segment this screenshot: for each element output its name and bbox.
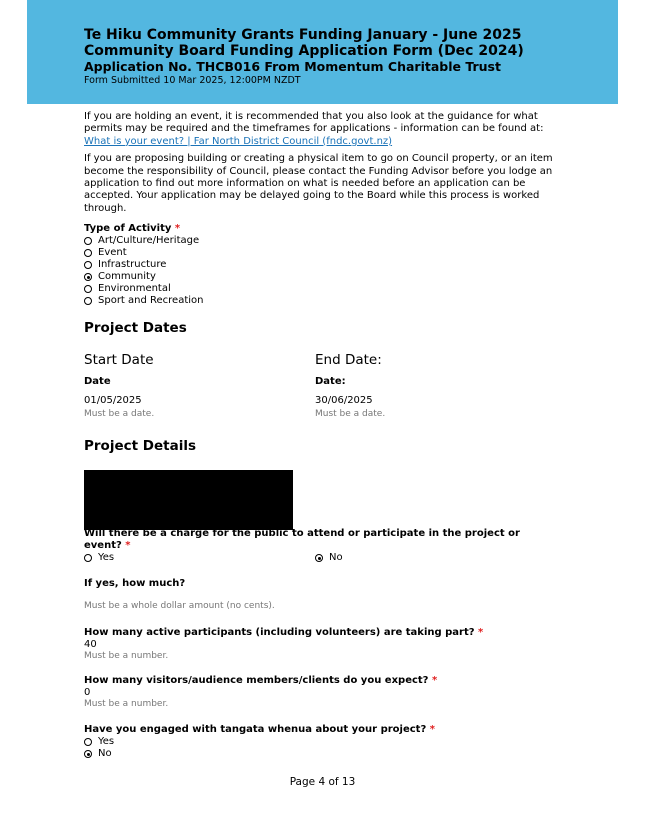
tangata-yes-label: Yes: [98, 736, 115, 747]
activity-option[interactable]: [84, 247, 384, 259]
participants-hint: Must be a number.: [84, 651, 169, 661]
activity-option-label: Infrastructure: [98, 259, 167, 270]
end-date-heading: End Date:: [315, 352, 382, 368]
end-date-value[interactable]: 30/06/2025: [315, 395, 373, 406]
intro-text: [84, 111, 554, 215]
radio-checked-icon[interactable]: [315, 554, 323, 562]
event-guidance-link[interactable]: What is your event? | Far North District Council (fndc.govt.nz): [84, 135, 393, 147]
visitors-hint: Must be a number.: [84, 699, 169, 709]
charge-no-label: No: [329, 552, 343, 563]
activity-option[interactable]: [84, 295, 384, 307]
tangata-no-option[interactable]: [84, 748, 112, 760]
charge-question-text: Will there be a charge for the public to attend or participate in the project or event?: [84, 528, 520, 551]
header-banner: [27, 0, 618, 104]
project-dates-title: Project Dates: [84, 320, 187, 336]
activity-option-label: Sport and Recreation: [98, 295, 204, 306]
activity-option-label: Event: [98, 247, 127, 258]
submitted-timestamp: Form Submitted 10 Mar 2025, 12:00PM NZDT: [84, 75, 301, 86]
tangata-yes-option[interactable]: [84, 736, 114, 748]
intro-para-1-text: If you are holding an event, it is recommended that you also look at the guidance for what permits may be required and the timeframes for applications - information can be found at:: [84, 111, 544, 135]
required-mark: *: [478, 627, 484, 638]
activity-label: [84, 223, 384, 235]
how-much-label: If yes, how much?: [84, 578, 186, 589]
activity-option[interactable]: [84, 271, 384, 283]
radio-checked-icon[interactable]: [84, 273, 92, 281]
required-mark: *: [174, 223, 181, 234]
radio-icon[interactable]: [84, 554, 92, 562]
charge-yes-label: Yes: [98, 552, 115, 563]
visitors-value[interactable]: 0: [84, 687, 91, 698]
how-much-hint: Must be a whole dollar amount (no cents).: [84, 601, 275, 611]
redacted-block: [84, 470, 293, 530]
participants-value[interactable]: 40: [84, 639, 97, 650]
charge-yes-option[interactable]: [84, 552, 114, 564]
radio-checked-icon[interactable]: [84, 750, 92, 758]
radio-icon[interactable]: [84, 249, 92, 257]
start-date-hint: Must be a date.: [84, 409, 155, 419]
activity-option-label: Community: [98, 271, 156, 282]
end-date-label: Date:: [315, 376, 346, 387]
required-mark: *: [125, 540, 131, 551]
form-title-line2: Community Board Funding Application Form (Dec 2024): [84, 43, 524, 59]
tangata-label-text: Have you engaged with tangata whenua about your project?: [84, 724, 427, 735]
intro-para-2: If you are proposing building or creating a physical item to go on Council property, or an item become the responsibility of Council, please contact the Funding Advisor before you lodge an application to find out more information on what is needed before an application can be accepted. Your application may be delayed going to the Board while this process is worked through.: [84, 153, 553, 214]
activity-option-label: Environmental: [98, 283, 171, 294]
radio-icon[interactable]: [84, 285, 92, 293]
required-mark: *: [429, 724, 435, 735]
project-details-title: Project Details: [84, 438, 196, 454]
radio-icon[interactable]: [84, 738, 92, 746]
required-mark: *: [431, 675, 438, 686]
visitors-label: [84, 675, 437, 687]
end-date-hint: Must be a date.: [315, 409, 386, 419]
start-date-value[interactable]: 01/05/2025: [84, 395, 142, 406]
activity-label-text: Type of Activity: [84, 223, 172, 234]
radio-icon[interactable]: [84, 261, 92, 269]
participants-label-text: How many active participants (including volunteers) are taking part?: [84, 627, 475, 638]
page-number: Page 4 of 13: [289, 776, 356, 788]
participants-label: [84, 627, 483, 639]
activity-option[interactable]: [84, 283, 384, 295]
activity-group: [84, 223, 384, 307]
visitors-label-text: How many visitors/audience members/clients do you expect?: [84, 675, 429, 686]
start-date-heading: Start Date: [84, 352, 154, 368]
intro-para-1: [84, 111, 554, 148]
activity-option[interactable]: [84, 235, 384, 247]
activity-option-label: Art/Culture/Heritage: [98, 235, 200, 246]
radio-icon[interactable]: [84, 237, 92, 245]
start-date-label: Date: [84, 376, 111, 387]
tangata-no-label: No: [98, 748, 112, 759]
charge-no-option[interactable]: [315, 552, 343, 564]
radio-icon[interactable]: [84, 297, 92, 305]
activity-options: [84, 235, 384, 307]
tangata-label: [84, 724, 435, 736]
form-title-line1: Te Hiku Community Grants Funding January - June 2025: [84, 27, 522, 43]
application-number: Application No. THCB016 From Momentum Charitable Trust: [84, 59, 501, 74]
activity-option[interactable]: [84, 259, 384, 271]
charge-question: [84, 528, 554, 552]
